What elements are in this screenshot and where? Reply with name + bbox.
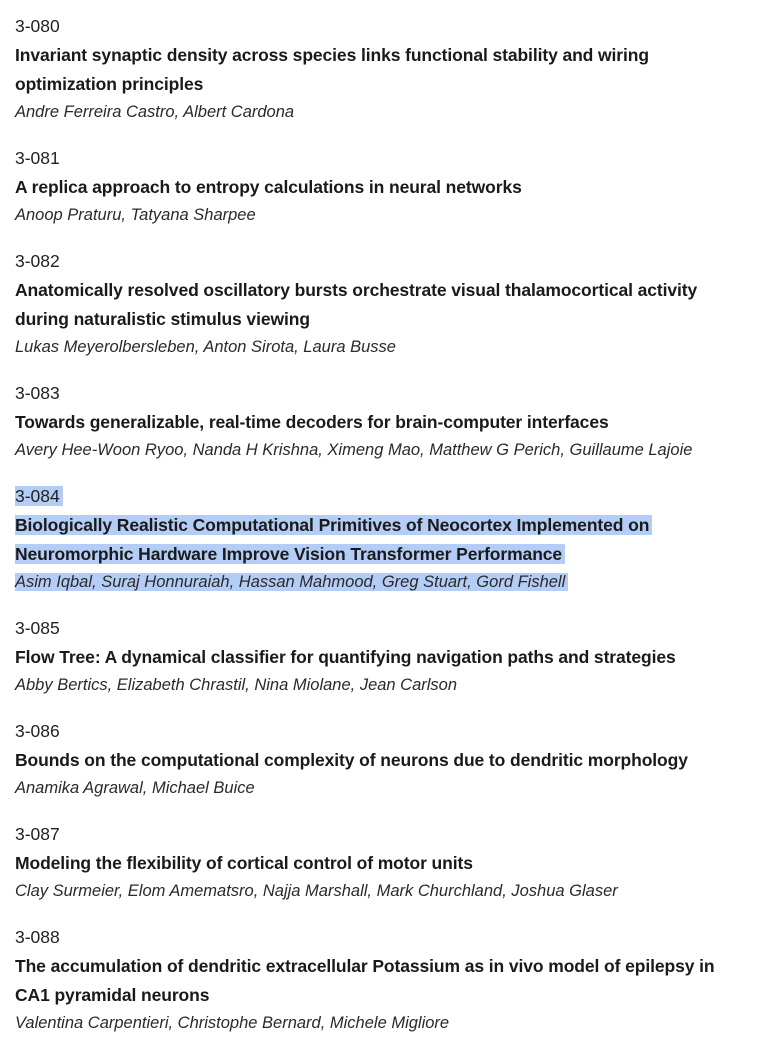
entry-title: Invariant synaptic density across species links functional stability and wiring <box>15 45 649 65</box>
entry-authors: Andre Ferreira Castro, Albert Cardona <box>15 103 295 121</box>
entry-number: 3-080 <box>15 16 60 36</box>
list-item <box>15 927 779 1043</box>
list-item <box>15 618 779 705</box>
entry-title: Towards generalizable, real-time decoders for brain-computer interfaces <box>15 412 609 432</box>
entry-authors: Abby Bertics, Elizabeth Chrastil, Nina Miolane, Jean Carlson <box>15 676 458 694</box>
entry-authors: Avery Hee-Woon Ryoo, Nanda H Krishna, Ximeng Mao, Matthew G Perich, Guillaume Lajoie <box>15 441 693 459</box>
entry-title: optimization principles <box>15 74 204 94</box>
list-item <box>15 721 779 808</box>
entry-number: 3-088 <box>15 927 60 947</box>
entry-authors: Valentina Carpentieri, Christophe Bernard, Michele Migliore <box>15 1014 450 1032</box>
entry-title: A replica approach to entropy calculations in neural networks <box>15 177 522 197</box>
entry-authors: Lukas Meyerolbersleben, Anton Sirota, Laura Busse <box>15 338 396 356</box>
entry-number: 3-086 <box>15 721 60 741</box>
list-item <box>15 383 779 470</box>
entry-title: The accumulation of dendritic extracellular Potassium as in vivo model of epilepsy in <box>15 956 715 976</box>
list-item-selected <box>15 486 779 602</box>
list-item <box>15 251 779 367</box>
list-item <box>15 16 779 132</box>
entry-number: 3-081 <box>15 148 60 168</box>
entry-title: Bounds on the computational complexity of neurons due to dendritic morphology <box>15 750 688 770</box>
list-item <box>15 148 779 235</box>
entry-title: Anatomically resolved oscillatory bursts orchestrate visual thalamocortical activity <box>15 280 698 300</box>
entry-number: 3-085 <box>15 618 60 638</box>
entry-number: 3-083 <box>15 383 60 403</box>
entry-title: during naturalistic stimulus viewing <box>15 309 310 329</box>
entry-authors: Anamika Agrawal, Michael Buice <box>15 779 255 797</box>
entry-number: 3-084 <box>15 486 63 506</box>
entry-authors: Anoop Praturu, Tatyana Sharpee <box>15 206 256 224</box>
entry-title: CA1 pyramidal neurons <box>15 985 210 1005</box>
entry-authors: Clay Surmeier, Elom Amematsro, Najja Marshall, Mark Churchland, Joshua Glaser <box>15 882 618 900</box>
entry-title: Flow Tree: A dynamical classifier for quantifying navigation paths and strategies <box>15 647 676 667</box>
entry-number: 3-087 <box>15 824 60 844</box>
entry-title: Modeling the flexibility of cortical control of motor units <box>15 853 473 873</box>
entry-title: Neuromorphic Hardware Improve Vision Transformer Performance <box>15 544 565 564</box>
list-item <box>15 824 779 911</box>
entry-number: 3-082 <box>15 251 60 271</box>
entry-authors: Asim Iqbal, Suraj Honnuraiah, Hassan Mahmood, Greg Stuart, Gord Fishell <box>15 573 568 591</box>
entry-title: Biologically Realistic Computational Primitives of Neocortex Implemented on <box>15 515 652 535</box>
